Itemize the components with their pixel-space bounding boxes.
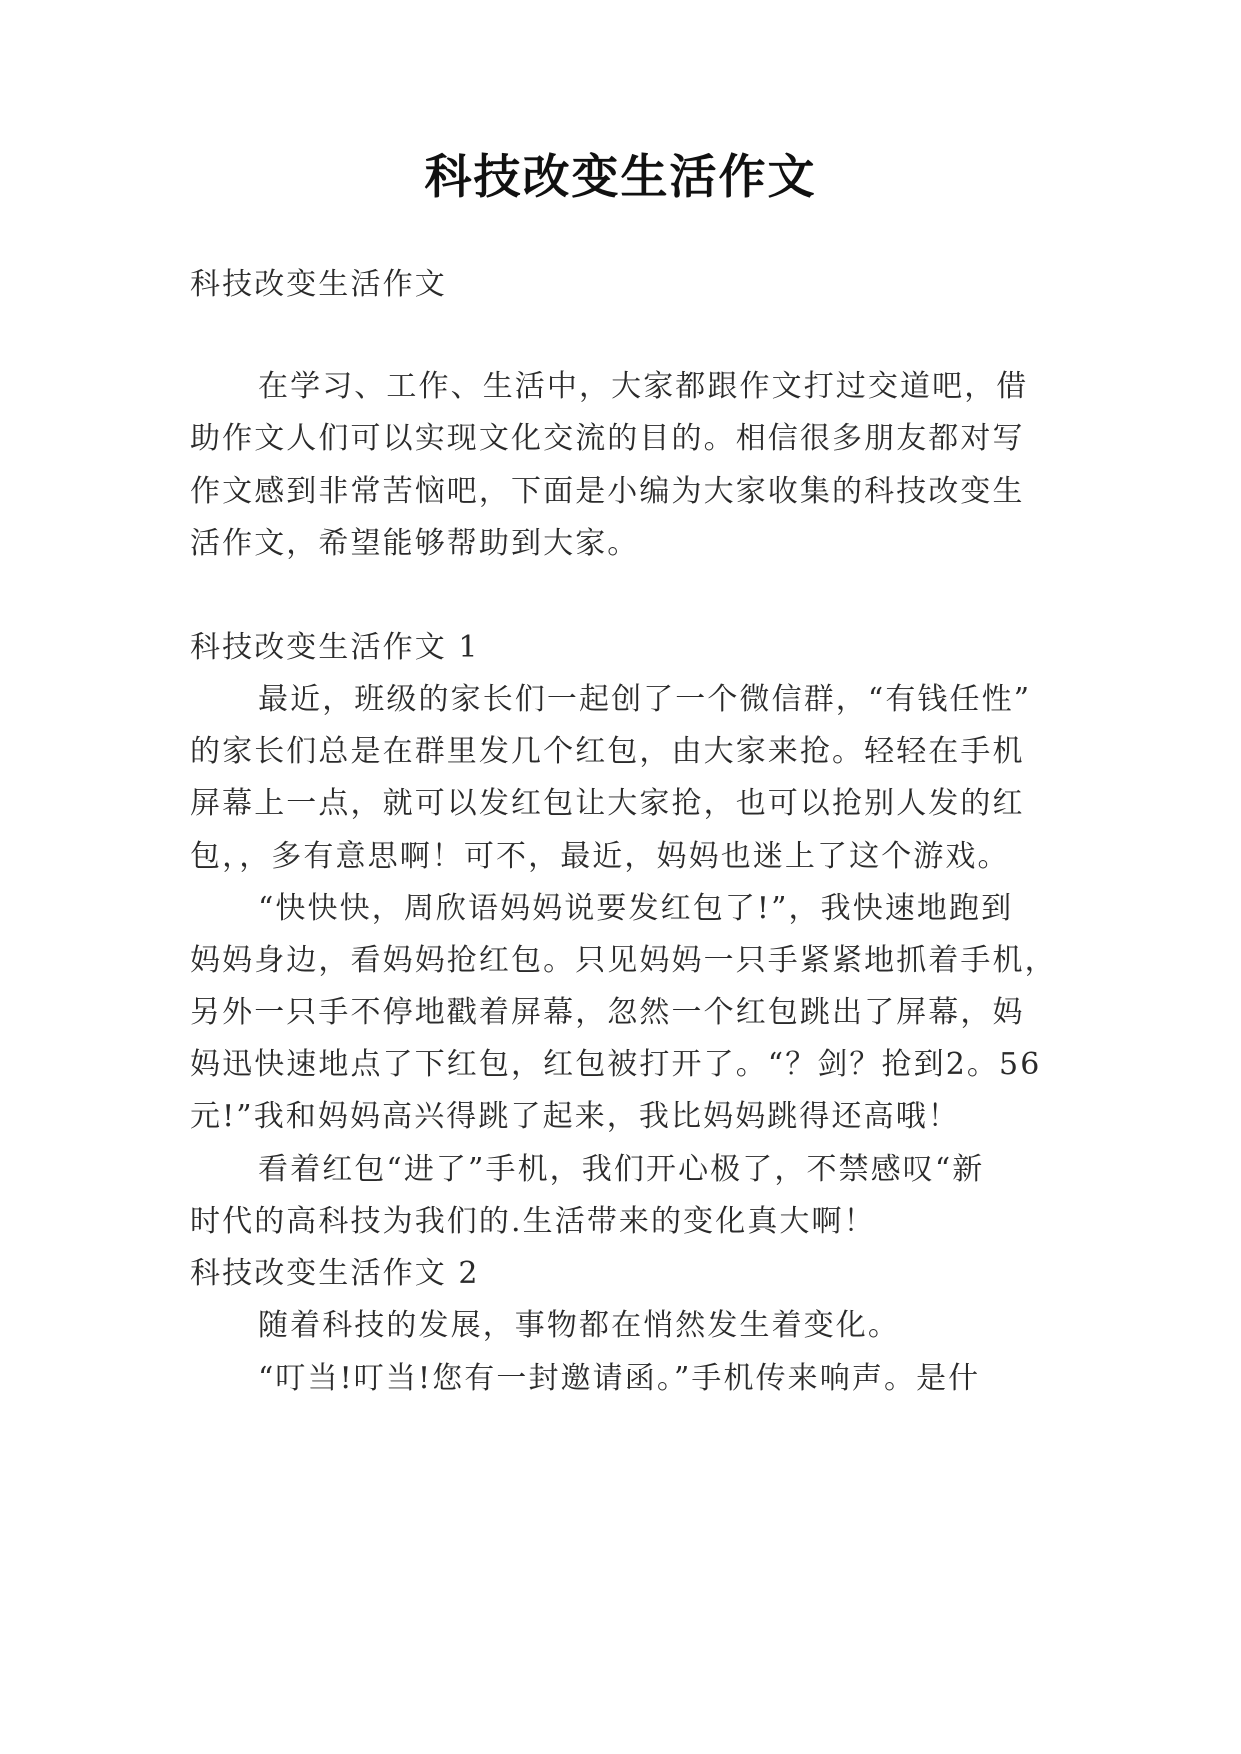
essay2-line: 随着科技的发展，事物都在悄然发生着变化。 xyxy=(258,1308,900,1343)
essay1-line: 元!”我和妈妈高兴得跳了起来，我比妈妈跳得还高哦！ xyxy=(190,1099,960,1134)
essay1-line: 屏幕上一点，就可以发红包让大家抢，也可以抢别人发的红 xyxy=(190,786,1025,821)
intro-line: 作文感到非常苦恼吧，下面是小编为大家收集的科技改变生 xyxy=(190,474,1025,509)
document-title: 科技改变生活作文 xyxy=(424,150,817,205)
document-subtitle: 科技改变生活作文 xyxy=(190,267,447,302)
essay1-line: “快快快，周欣语妈妈说要发红包了!”，我快速地跑到 xyxy=(258,891,1014,926)
intro-line: 助作文人们可以实现文化交流的目的。相信很多朋友都对写 xyxy=(190,421,1025,456)
essay1-line: 的家长们总是在群里发几个红包，由大家来抢。轻轻在手机 xyxy=(190,734,1025,769)
intro-line: 活作文，希望能够帮助到大家。 xyxy=(190,526,640,561)
intro-line: 在学习、工作、生活中，大家都跟作文打过交道吧，借 xyxy=(258,369,1029,404)
essay1-line: 妈迅快速地点了下红包，红包被打开了。“？剑？抢到2。56 xyxy=(190,1047,1042,1082)
essay1-line: 最近，班级的家长们一起创了一个微信群，“有钱任性” xyxy=(258,682,1032,717)
essay1-heading: 科技改变生活作文 1 xyxy=(190,630,480,665)
essay1-line: 另外一只手不停地戳着屏幕，忽然一个红包跳出了屏幕，妈 xyxy=(190,995,1025,1030)
essay1-line: 看着红包“进了”手机，我们开心极了，不禁感叹“新 xyxy=(258,1152,985,1187)
essay1-line: 妈妈身边，看妈妈抢红包。只见妈妈一只手紧紧地抓着手机， xyxy=(190,943,1057,978)
essay2-heading: 科技改变生活作文 2 xyxy=(190,1256,480,1291)
essay2-line: “叮当!叮当!您有一封邀请函。”手机传来响声。是什 xyxy=(258,1361,981,1396)
essay1-line: 时代的高科技为我们的.生活带来的变化真大啊！ xyxy=(190,1204,876,1239)
essay1-line: 包，，多有意思啊！可不，最近，妈妈也迷上了这个游戏。 xyxy=(190,839,1010,874)
